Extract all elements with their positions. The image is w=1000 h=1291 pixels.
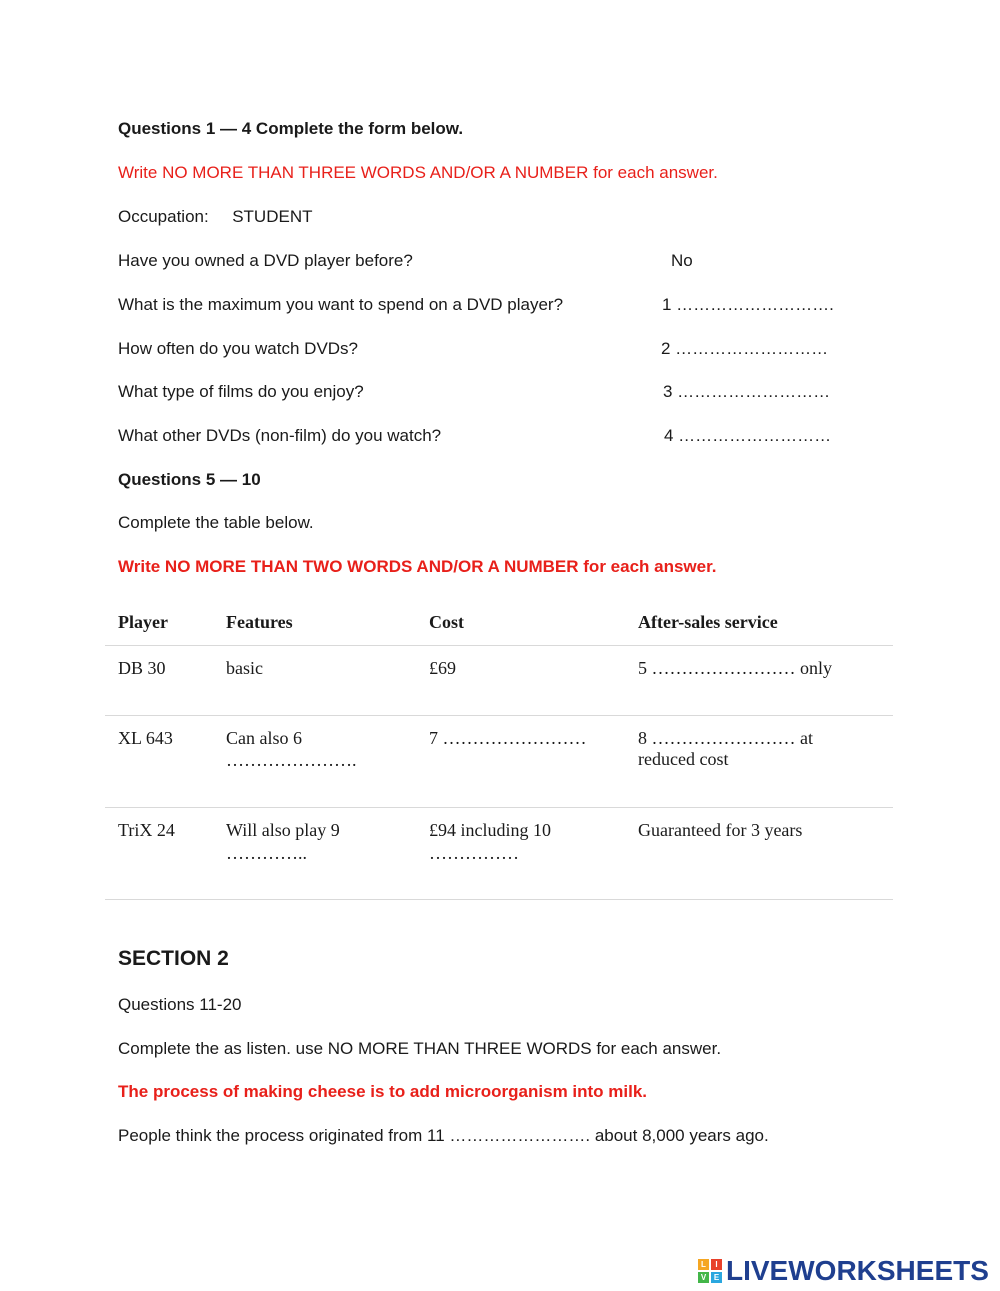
question-film-type: What type of films do you enjoy?	[118, 382, 364, 401]
row-trix24-features: Will also play 9	[226, 820, 340, 840]
question-max-spend: What is the maximum you want to spend on a DVD player?	[118, 295, 564, 314]
row-xl643-service-cont: reduced cost	[638, 749, 729, 769]
table-header-service: After-sales service	[638, 612, 778, 632]
logo-block: E	[711, 1272, 722, 1283]
section-2-instruction: Complete the as listen. use NO MORE THAN THREE WORDS for each answer.	[118, 1039, 722, 1058]
row-trix24-service: Guaranteed for 3 years	[638, 820, 803, 840]
question-other-dvds: What other DVDs (non-film) do you watch?	[118, 426, 442, 445]
questions-5-10-heading: Questions 5 — 10	[118, 470, 261, 489]
answer-blank-2[interactable]: 2 ………………………	[661, 339, 829, 358]
answer-blank-3[interactable]: 3 ………………………	[663, 382, 831, 401]
row-db30-features: basic	[226, 658, 263, 678]
question-11-sentence[interactable]: People think the process originated from 11 ……………………. about 8,000 years ago.	[118, 1126, 769, 1145]
row-xl643-player: XL 643	[118, 728, 173, 748]
answer-blank-8[interactable]: 8 …………………… at	[638, 728, 813, 748]
occupation-row	[118, 207, 312, 227]
logo-block: V	[698, 1272, 709, 1283]
occupation-value: STUDENT	[232, 207, 313, 226]
answer-blank-6[interactable]: ………………….	[226, 750, 357, 770]
cheese-process-highlight: The process of making cheese is to add microorganism into milk.	[118, 1082, 648, 1101]
complete-table-text: Complete the table below.	[118, 513, 314, 532]
answer-blank-9[interactable]: …………..	[226, 843, 307, 863]
logo-block: I	[711, 1259, 722, 1270]
logo-text: LIVEWORKSHEETS	[726, 1255, 989, 1286]
table-header-player: Player	[118, 612, 168, 632]
question-how-often: How often do you watch DVDs?	[118, 339, 359, 358]
answer-blank-7[interactable]: 7 ……………………	[429, 728, 587, 748]
table-header-features: Features	[226, 612, 293, 632]
liveworksheets-logo	[698, 1256, 989, 1286]
row-trix24-cost: £94 including 10	[429, 820, 551, 840]
row-db30-cost: £69	[429, 658, 456, 678]
answer-blank-5[interactable]: 5 …………………… only	[638, 658, 833, 678]
answer-blank-4[interactable]: 4 ………………………	[664, 426, 832, 445]
occupation-label: Occupation:	[118, 207, 209, 226]
question-owned-dvd: Have you owned a DVD player before?	[118, 251, 413, 270]
table-divider	[105, 899, 893, 900]
section-2-title: SECTION 2	[118, 947, 229, 970]
logo-block: L	[698, 1259, 709, 1270]
answer-owned-dvd: No	[671, 251, 693, 270]
row-db30-player: DB 30	[118, 658, 166, 678]
table-header-cost: Cost	[429, 612, 464, 632]
instruction-two-words: Write NO MORE THAN TWO WORDS AND/OR A NUMBER for each answer.	[118, 557, 717, 576]
questions-1-4-heading: Questions 1 — 4 Complete the form below.	[118, 119, 464, 138]
logo-blocks-icon	[698, 1259, 722, 1283]
questions-11-20-label: Questions 11-20	[118, 995, 242, 1014]
instruction-three-words: Write NO MORE THAN THREE WORDS AND/OR A NUMBER for each answer.	[118, 163, 718, 182]
table-divider	[105, 807, 893, 808]
answer-blank-1[interactable]: 1 ……………………….	[662, 295, 834, 314]
answer-blank-10[interactable]: ……………	[429, 843, 519, 863]
row-xl643-features: Can also 6	[226, 728, 302, 748]
table-divider	[105, 645, 893, 646]
row-trix24-player: TriX 24	[118, 820, 175, 840]
table-divider	[105, 715, 893, 716]
